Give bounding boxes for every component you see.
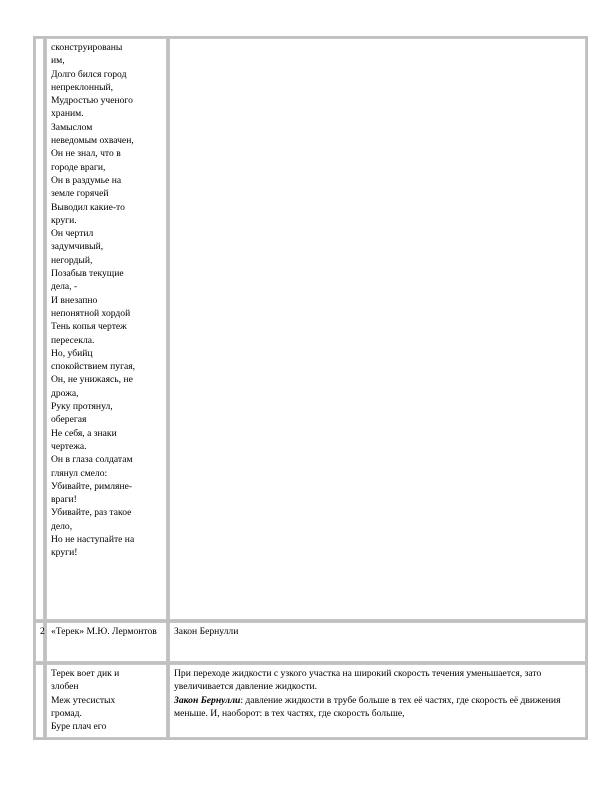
table-row [35, 664, 586, 738]
poem-line: громад. [51, 707, 82, 719]
work-title: «Терек» М.Ю. Лермонтов [51, 626, 157, 637]
poem-line: чертежа. [51, 440, 87, 452]
poem-line: глянул смело: [51, 467, 108, 479]
poem-line: враги! [51, 494, 77, 506]
poem-line: круги. [51, 214, 77, 226]
poem-line: Долго бился город [51, 68, 127, 80]
poem-line: Он не знал, что в [51, 148, 121, 160]
poem-line: Убивайте, римляне- [51, 480, 133, 492]
poem-line: оберегая [51, 414, 87, 426]
poem-line: Он в раздумье на [51, 174, 122, 186]
poem-line: Меж утесистых [51, 694, 116, 706]
content-table [33, 36, 588, 740]
poem-line: Он в глаза солдатам [51, 454, 133, 466]
poem-cell [46, 664, 167, 738]
poem-line: Выводил какие-то [51, 201, 125, 213]
poem-line: дрожа, [51, 387, 79, 399]
row-number-cell [35, 622, 44, 662]
poem-line: Но, убийц [51, 347, 93, 359]
poem-line: Позабыв текущие [51, 268, 124, 280]
law-term: Закон Бернулли [174, 694, 241, 706]
law-title-cell [169, 622, 586, 662]
poem-line: храним. [51, 108, 84, 120]
poem-line: земле горячей [51, 188, 109, 200]
physics-explanation-cell [169, 664, 586, 738]
poem-line: И внезапно [51, 294, 98, 306]
law-title: Закон Бернулли [174, 626, 239, 637]
row-number-cell [35, 38, 44, 620]
row-number: 2 [40, 626, 45, 637]
poem-line: Он, не унижаясь, не [51, 374, 133, 386]
poem-line: городе враги, [51, 161, 106, 173]
poem-line: Замыслом [51, 121, 93, 133]
law-description: : давление жидкости в трубе больше в тех её частях, где скорость её движения меньше. И, наоборот: в тех частях, где скорость больше, [174, 694, 561, 719]
physics-intro: При переходе жидкости с узкого участка на широкий скорость течения уменьшается, зато увеличивается давление жидкости. [174, 668, 542, 693]
poem-line: Буре плач его [51, 721, 107, 733]
poem-cell [46, 38, 167, 620]
poem-line: неведомым охвачен, [51, 135, 134, 147]
poem-line: дело, [51, 520, 73, 532]
poem-line: Но не наступайте на [51, 533, 135, 545]
poem-line: Не себя, а знаки [51, 427, 117, 439]
poem-line: им, [51, 55, 65, 67]
poem-line: Он чертил [51, 228, 94, 240]
poem-line: Тень копья чертеж [51, 321, 127, 333]
poem-line: непреклонный, [51, 81, 114, 93]
poem-line: дела, - [51, 281, 78, 293]
poem-line: задумчивый, [51, 241, 104, 253]
poem-line: Мудростью ученого [51, 95, 133, 107]
table-row [35, 38, 586, 620]
poem-line: злобен [51, 681, 79, 693]
law-statement [174, 694, 582, 721]
poem-line: круги! [51, 547, 78, 559]
empty-cell [169, 38, 586, 620]
poem-line: спокойствием пугая, [51, 361, 136, 373]
poem-line: непонятной хордой [51, 307, 131, 319]
poem-line: Убивайте, раз такое [51, 507, 132, 519]
poem-line: негордый, [51, 254, 93, 266]
poem-fragment [51, 667, 163, 733]
table-row [35, 622, 586, 662]
poem-line: пересекла. [51, 334, 95, 346]
poem-line: Руку протянул, [51, 401, 113, 413]
work-title-cell [46, 622, 167, 662]
row-number-cell [35, 664, 44, 738]
poem-fragment [51, 41, 163, 560]
poem-line: Терек воет дик и [51, 668, 120, 679]
poem-line: сконструированы [51, 42, 123, 53]
